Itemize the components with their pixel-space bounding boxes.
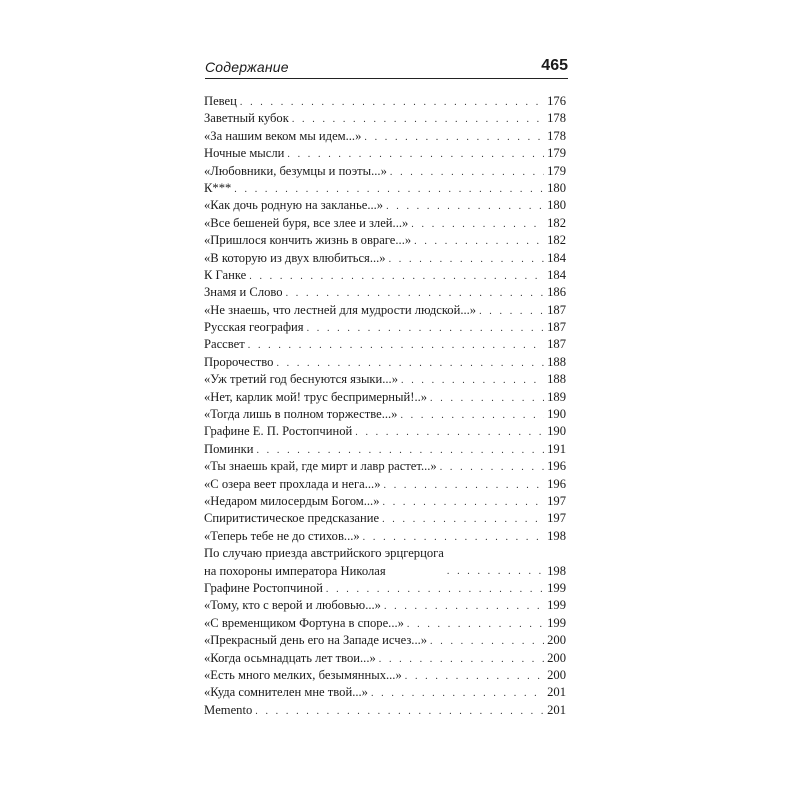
toc-entry-title: «Не знаешь, что лестней для мудрости людской...»	[204, 302, 477, 317]
toc-entry	[204, 371, 566, 388]
toc-entry-title-line: По случаю приезда австрийского эрцгерцога	[204, 546, 444, 561]
section-title: Содержание	[205, 59, 289, 75]
toc-entry-title: Ночные мысли	[204, 146, 285, 161]
toc-entry-title: Заветный кубок	[204, 111, 289, 126]
dot-leader	[287, 146, 544, 163]
dot-leader	[249, 268, 544, 285]
dot-leader	[292, 111, 544, 128]
dot-leader	[405, 668, 544, 685]
toc-entry-title-line: на похороны императора Николая	[204, 563, 386, 578]
toc-entry-page: 199	[547, 580, 566, 595]
toc-entry-page: 196	[547, 476, 566, 491]
toc-entry	[204, 354, 566, 371]
toc-entry-page: 189	[547, 389, 566, 404]
toc-entry-title: «Уж третий год беснуются языки...»	[204, 372, 399, 387]
dot-leader	[389, 251, 545, 268]
toc-entry-title: Русская география	[204, 320, 304, 335]
dot-leader	[401, 372, 544, 389]
dot-leader	[407, 616, 544, 633]
toc-entry	[204, 110, 566, 127]
toc-entry-page: 188	[547, 354, 566, 369]
toc-entry-title: «Тогда лишь в полном торжестве...»	[204, 407, 398, 422]
toc-entry	[204, 423, 566, 440]
toc-entry-page: 187	[547, 302, 566, 317]
toc-entry	[204, 615, 566, 632]
dot-leader	[414, 233, 544, 250]
page-number: 465	[541, 57, 568, 74]
toc-entry-title: «За нашим веком мы идем...»	[204, 128, 362, 143]
toc-entry-title: Поминки	[204, 441, 254, 456]
dot-leader	[384, 477, 545, 494]
toc-entry-title	[204, 545, 444, 580]
toc-entry	[204, 458, 566, 475]
dot-leader	[386, 198, 544, 215]
toc-entry	[204, 650, 566, 667]
toc-entry-page: 184	[547, 267, 566, 282]
toc-entry-page: 178	[547, 111, 566, 126]
dot-leader	[447, 563, 544, 580]
toc-entry-title: «Пришлося кончить жизнь в овраге...»	[204, 233, 412, 248]
toc-entry-title: Рассвет	[204, 337, 245, 352]
toc-entry-title: «Куда сомнителен мне твой...»	[204, 685, 368, 700]
toc-entry-page: 198	[547, 528, 566, 543]
toc-entry	[204, 476, 566, 493]
dot-leader	[371, 685, 544, 702]
toc-entry	[204, 597, 566, 614]
toc-entry-page: 186	[547, 285, 566, 300]
toc-entry-page: 178	[547, 128, 566, 143]
dot-leader	[382, 511, 544, 528]
toc-entry-title: К***	[204, 180, 232, 195]
dot-leader	[430, 633, 544, 650]
toc-entry-title: «Теперь тебе не до стихов...»	[204, 528, 360, 543]
toc-entry	[204, 215, 566, 232]
dot-leader	[248, 337, 544, 354]
running-header	[205, 56, 568, 79]
toc-entry-page: 197	[547, 511, 566, 526]
toc-entry-page: 179	[547, 146, 566, 161]
toc-entry-page: 200	[547, 650, 566, 665]
dot-leader	[326, 581, 544, 598]
toc-entry-page: 200	[547, 633, 566, 648]
toc-entry-page: 200	[547, 667, 566, 682]
toc-entry-page: 187	[547, 320, 566, 335]
toc-entry	[204, 267, 566, 284]
toc-entry	[204, 528, 566, 545]
toc-entry-title: К Ганке	[204, 267, 247, 282]
toc-entry	[204, 284, 566, 301]
toc-entry-title: «В которую из двух влюбиться...»	[204, 250, 386, 265]
toc-entry	[204, 702, 566, 719]
toc-entry-page: 190	[547, 424, 566, 439]
toc-entry-title: Знамя и Слово	[204, 285, 283, 300]
dot-leader	[440, 459, 544, 476]
toc-entry	[204, 232, 566, 249]
toc-entry-page: 187	[547, 337, 566, 352]
dot-leader	[307, 320, 545, 337]
toc-entry-page: 191	[547, 441, 566, 456]
toc-entry-title: Певец	[204, 94, 237, 108]
toc-entry	[204, 250, 566, 267]
toc-entry-page: 182	[547, 215, 566, 230]
toc-entry-title: «С временщиком Фортуна в споре...»	[204, 615, 404, 630]
toc-entry	[204, 441, 566, 458]
toc-entry-page: 179	[547, 163, 566, 178]
toc-entry-page: 201	[547, 685, 566, 700]
dot-leader	[240, 94, 544, 111]
dot-leader	[286, 285, 545, 302]
toc-entry	[204, 180, 566, 197]
toc-entry-page: 197	[547, 493, 566, 508]
toc-entry-page: 198	[547, 563, 566, 578]
toc-entry-page: 180	[547, 180, 566, 195]
table-of-contents	[204, 93, 566, 719]
toc-entry-page: 199	[547, 598, 566, 613]
toc-entry	[204, 336, 566, 353]
dot-leader	[379, 651, 544, 668]
dot-leader	[383, 494, 545, 511]
dot-leader	[364, 129, 544, 146]
toc-entry	[204, 632, 566, 649]
toc-entry-title: «Ты знаешь край, где мирт и лавр растет...»	[204, 459, 437, 474]
dot-leader	[479, 303, 544, 320]
dot-leader	[400, 407, 544, 424]
toc-entry	[204, 302, 566, 319]
toc-entry	[204, 493, 566, 510]
toc-entry-title: «Недаром милосердым Богом...»	[204, 493, 380, 508]
toc-entry-title: «Тому, кто с верой и любовью...»	[204, 598, 381, 613]
toc-entry	[204, 667, 566, 684]
toc-entry-title: «Все бешеней буря, все злее и злей...»	[204, 215, 409, 230]
toc-entry-page: 176	[547, 94, 566, 108]
toc-entry-title: «Есть много мелких, безымянных...»	[204, 667, 402, 682]
toc-entry	[204, 510, 566, 527]
toc-entry-title: «Как дочь родную на закланье...»	[204, 198, 384, 213]
toc-entry-title: «Прекрасный день его на Западе исчез...»	[204, 633, 428, 648]
toc-entry-page: 182	[547, 233, 566, 248]
toc-entry	[204, 684, 566, 701]
toc-entry	[204, 580, 566, 597]
toc-entry	[204, 197, 566, 214]
toc-entry	[204, 545, 566, 580]
dot-leader	[384, 598, 544, 615]
dot-leader	[234, 181, 544, 198]
toc-entry-title: Спиритистическое предсказание	[204, 511, 380, 526]
toc-entry-title: Графине Е. П. Ростопчиной	[204, 424, 353, 439]
toc-entry-page: 199	[547, 615, 566, 630]
toc-entry-title: «Когда осьмнадцать лет твои...»	[204, 650, 376, 665]
dot-leader	[276, 355, 544, 372]
toc-entry	[204, 406, 566, 423]
toc-entry-page: 196	[547, 459, 566, 474]
dot-leader	[411, 216, 544, 233]
dot-leader	[255, 703, 544, 720]
toc-entry	[204, 389, 566, 406]
toc-entry	[204, 163, 566, 180]
toc-entry-page: 201	[547, 702, 566, 717]
toc-entry-page: 188	[547, 372, 566, 387]
toc-entry-title: Пророчество	[204, 354, 274, 369]
toc-entry-title: Графине Ростопчиной	[204, 580, 323, 595]
dot-leader	[363, 529, 544, 546]
toc-entry-title: Memento	[204, 702, 253, 717]
toc-entry-page: 180	[547, 198, 566, 213]
dot-leader	[355, 424, 544, 441]
dot-leader	[430, 390, 544, 407]
dot-leader	[390, 164, 544, 181]
toc-entry-title: «Нет, карлик мой! трус беспримерный!..»	[204, 389, 428, 404]
toc-entry	[204, 93, 566, 110]
toc-entry	[204, 145, 566, 162]
toc-entry	[204, 319, 566, 336]
dot-leader	[256, 442, 544, 459]
toc-entry-title: «Любовники, безумцы и поэты...»	[204, 163, 387, 178]
toc-entry-title: «С озера веет прохлада и нега...»	[204, 476, 381, 491]
toc-entry-page: 190	[547, 407, 566, 422]
toc-entry-page: 184	[547, 250, 566, 265]
toc-entry	[204, 128, 566, 145]
